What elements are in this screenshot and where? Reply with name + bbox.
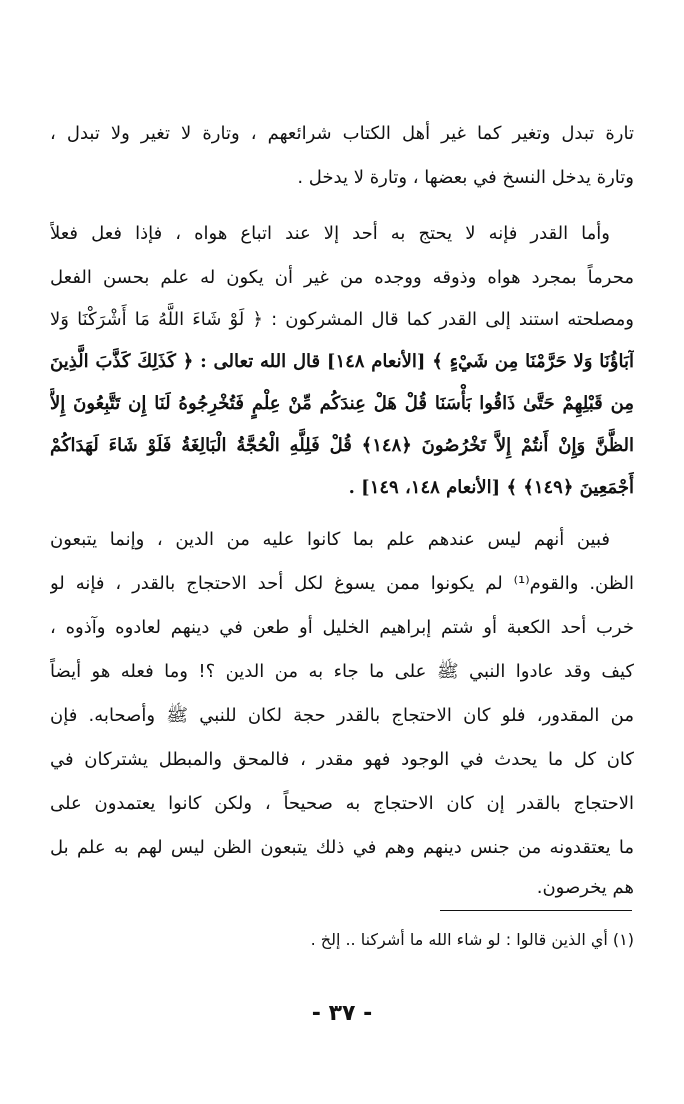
footnote: (١) أي الذين قالوا : لو شاء الله ما أشركنا .. إلخ .: [310, 930, 634, 949]
paragraph-2-line-1: وأما القدر فإنه لا يحتج به أحد إلا عند اتباع هواه ، فإذا فعل فعلاً: [50, 223, 610, 244]
paragraph-1-line-2: وتارة يدخل النسخ في بعضها ، وتارة لا يدخل .: [297, 167, 634, 188]
paragraph-3-line-5: من المقدور، فلو كان الاحتجاج بالقدر حجة لكان للنبي ﷺ وأصحابه. فإن: [50, 705, 634, 726]
paragraph-2-line-6: الظَّنَّ وَإِنْ أَنتُمْ إِلاَّ تَخْرُصُونَ ﴿١٤٨﴾ قُلْ فَلِلَّهِ الْحُجَّةُ الْبَالِغَةُ فَلَوْ شَاءَ لَهَدَاكُمْ: [50, 435, 634, 456]
paragraph-2-line-4: آبَاؤُنَا وَلا حَرَّمْنَا مِن شَيْءٍ ﴾ [الأنعام ١٤٨] قال الله تعالى : ﴿ كَذَلِكَ كَذَّبَ الَّذِينَ: [50, 351, 634, 372]
paragraph-3-line-1: فبين أنهم ليس عندهم علم بما كانوا عليه من الدين ، وإنما يتبعون: [50, 529, 610, 550]
page-number: - ٣٧ -: [311, 1001, 373, 1026]
paragraph-2-line-2: محرماً بمجرد هواه وذوقه ووجده من غير أن يكون له علم بحسن الفعل: [50, 267, 634, 288]
paragraph-2-line-3: ومصلحته استند إلى القدر كما قال المشركون : ﴿ لَوْ شَاءَ اللَّهُ مَا أَشْرَكْنَا وَلا: [50, 309, 634, 330]
paragraph-3-line-2: الظن. والقوم⁽¹⁾ لم يكونوا ممن يسوغ لكل أحد الاحتجاج بالقدر ، فإنه لو: [50, 573, 634, 594]
paragraph-3-line-9: هم يخرصون.: [536, 877, 634, 898]
paragraph-3-line-6: كان كل ما يحدث في الوجود فهو مقدر ، فالمحق والمبطل يشتركان في: [50, 749, 634, 770]
paragraph-1-line-1: تارة تبدل وتغير كما غير أهل الكتاب شرائعهم ، وتارة لا تغير ولا تبدل ،: [50, 123, 634, 144]
paragraph-3-line-7: الاحتجاج بالقدر إن كان الاحتجاج به صحيحاً ، ولكن كانوا يعتمدون على: [50, 793, 634, 814]
paragraph-3-line-4: كيف وقد عادوا النبي ﷺ على ما جاء به من الدين ؟! وما فعله هو أيضاً: [50, 661, 634, 682]
paragraph-2-line-5: مِن قَبْلِهِمْ حَتَّىٰ ذَاقُوا بَأْسَنَا قُلْ هَلْ عِندَكُم مِّنْ عِلْمٍ فَتُخْرِجُوهُ لَنَا إِن تَتَّبِعُونَ إِلاَّ: [50, 393, 634, 414]
paragraph-3-line-3: خرب أحد الكعبة أو شتم إبراهيم الخليل أو طعن في دينهم لعادوه وآذوه ،: [50, 617, 634, 638]
paragraph-2-line-7: أَجْمَعِينَ ﴿١٤٩﴾ ﴾ [الأنعام ١٤٨، ١٤٩] .: [348, 477, 634, 498]
paragraph-3-line-8: ما يعتقدونه من جنس دينهم وهم في ذلك يتبعون الظن ليس لهم به علم بل: [50, 837, 634, 858]
footnote-separator: [440, 910, 632, 911]
